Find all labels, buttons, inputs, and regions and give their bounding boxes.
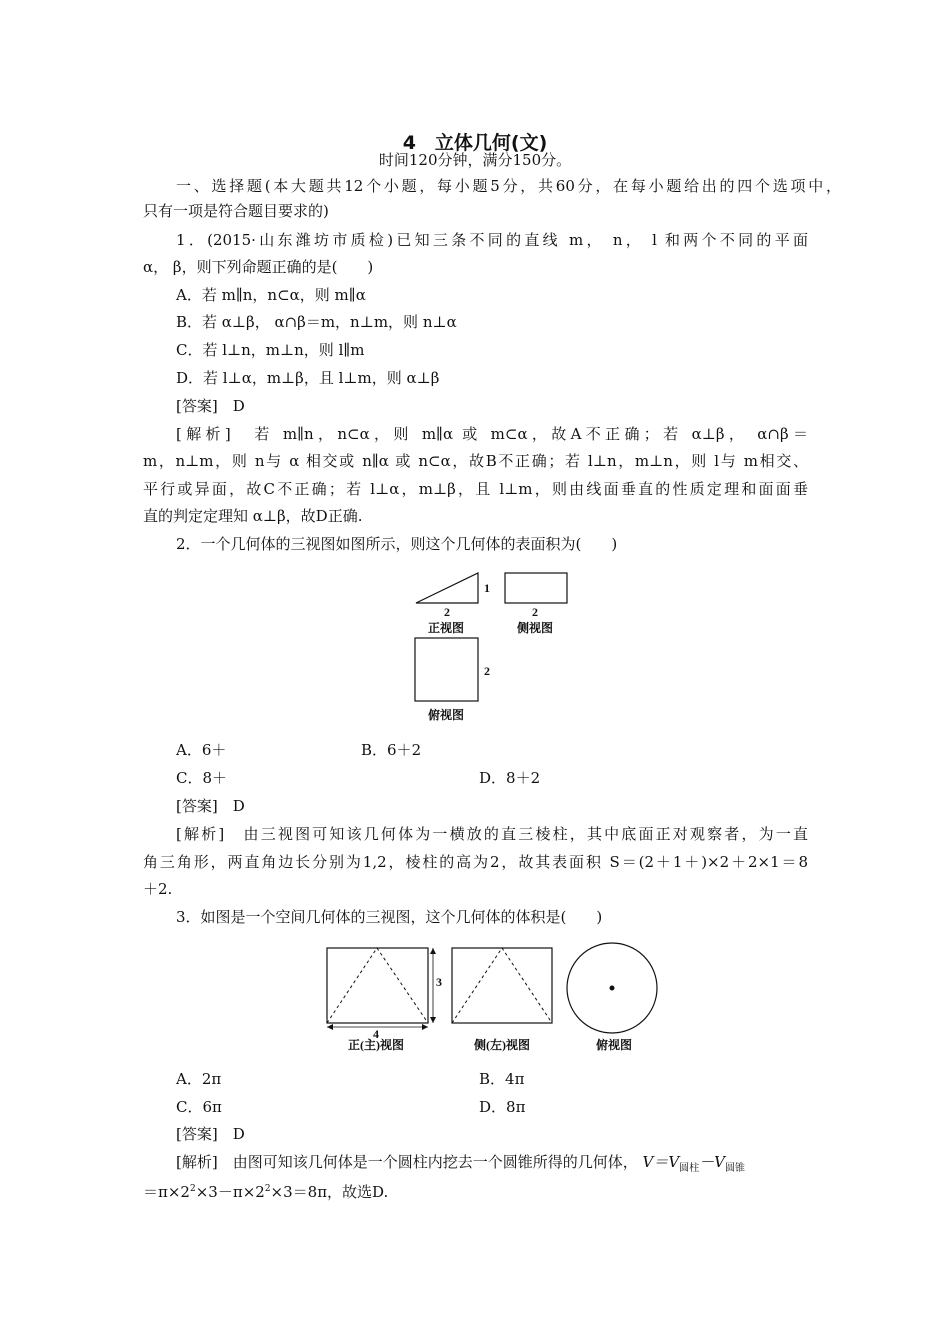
- q3-sup1: 2: [189, 1184, 196, 1194]
- q2-side-view-rect: [505, 573, 567, 603]
- q1-analysis-line3: 平行或异面，故C不正确；若 l⊥α，m⊥β，且 l⊥m，则由线面垂直的性质定理和面面垂: [143, 480, 808, 498]
- section-heading-line1: 一、选择题(本大题共12个小题，每小题5分，共60分，在每小题给出的四个选项中，: [176, 177, 841, 195]
- q3-analysis-line2: [143, 1179, 388, 1202]
- q1-option-c: C．若 l⊥n，m⊥n，则 l∥m: [176, 341, 365, 359]
- q2-answer: [答案] D: [176, 797, 245, 815]
- q3-side-view-cone-lines: [452, 948, 552, 1023]
- page-subtitle: 时间120分钟，满分150分。: [378, 151, 572, 169]
- q3-option-d: D．8π: [479, 1098, 526, 1116]
- q2-side-width-label: 2: [532, 605, 538, 619]
- q2-option-c: C．8＋: [176, 769, 228, 787]
- q3-side-view-label: 侧(左)视图: [474, 1038, 530, 1052]
- q3-calc-part3: ×3＝8π，故选D.: [270, 1183, 389, 1201]
- q1-answer: [答案] D: [176, 397, 245, 415]
- q1-option-a: A．若 m∥n，n⊂α，则 m∥α: [176, 286, 366, 304]
- q3-calc-part2: ×3－π×2: [195, 1183, 265, 1201]
- q2-three-view-figure: [410, 565, 580, 730]
- q2-top-height-label: 2: [484, 664, 490, 678]
- q3-front-view-label: 正(主)视图: [348, 1038, 404, 1052]
- q3-height-label: 3: [436, 975, 442, 989]
- q2-top-view-square: [415, 638, 478, 701]
- q3-side-view-rect: [452, 948, 552, 1023]
- q3-stem: 3．如图是一个空间几何体的三视图，这个几何体的体积是( ): [176, 908, 603, 926]
- q3-volume-minus: －V: [699, 1153, 726, 1171]
- q2-side-view-label: 侧视图: [517, 621, 554, 635]
- q3-three-view-figure: [320, 938, 670, 1058]
- q2-option-b: B．6＋2: [361, 741, 422, 759]
- q2-analysis-line1: [解析] 由三视图可知该几何体为一横放的直三棱柱，其中底面正对观察者，为一直: [176, 825, 808, 843]
- q1-analysis-line4: 直的判定定理知 α⊥β，故D正确.: [143, 507, 363, 525]
- q2-analysis-line2: 角三角形，两直角边长分别为1,2，棱柱的高为2，故其表面积 S＝(2＋1＋)×2＋2×1＝8: [143, 853, 808, 871]
- q1-stem-line2: α， β，则下列命题正确的是( ): [143, 258, 374, 276]
- q3-sub-cylinder: 圆柱: [679, 1163, 700, 1174]
- q3-analysis-line1: [176, 1152, 745, 1179]
- q3-volume-v: V＝V: [642, 1153, 680, 1171]
- q2-stem: 2．一个几何体的三视图如图所示，则这个几何体的表面积为( ): [176, 535, 618, 553]
- q3-calc-part1: ＝π×2: [143, 1183, 190, 1201]
- q2-top-view-label: 俯视图: [428, 708, 465, 722]
- q3-width-label: 4: [373, 1027, 379, 1041]
- q3-front-view-cone-lines: [327, 948, 428, 1023]
- q3-analysis-text: [解析] 由图可知该几何体是一个圆柱内挖去一个圆锥所得的几何体，: [176, 1153, 638, 1171]
- q2-option-a: A．6＋: [176, 741, 227, 759]
- q2-analysis-line3: ＋2.: [143, 880, 173, 898]
- q2-front-view-triangle: [416, 573, 478, 603]
- q2-option-d: D．8＋2: [479, 769, 541, 787]
- q3-top-view-center-dot: [610, 986, 615, 991]
- q3-front-view-rect: [327, 948, 428, 1023]
- q3-option-c: C．6π: [176, 1098, 222, 1116]
- q1-stem-line1: 1．(2015·山东潍坊市质检)已知三条不同的直线 m， n， l 和两个不同的平面: [176, 231, 808, 249]
- q3-top-view-label: 俯视图: [596, 1038, 633, 1052]
- q1-analysis-line2: m，n⊥m，则 n与 α 相交或 n∥α 或 n⊂α，故B不正确；若 l⊥n，m⊥n，则 l与 m相交、: [143, 452, 808, 470]
- q1-option-b: B．若 α⊥β， α∩β＝m，n⊥m，则 n⊥α: [176, 313, 457, 331]
- q2-front-view-label: 正视图: [428, 621, 465, 635]
- section-heading-line2: 只有一项是符合题目要求的): [143, 202, 329, 220]
- q2-front-width-label: 2: [444, 605, 450, 619]
- q3-option-a: A．2π: [176, 1070, 222, 1088]
- q3-answer: [答案] D: [176, 1125, 245, 1143]
- page-title: 4 立体几何(文): [402, 132, 548, 154]
- q2-front-height-label: 1: [484, 581, 490, 595]
- q3-sub-cone: 圆锥: [725, 1163, 746, 1174]
- q3-sup2: 2: [264, 1184, 271, 1194]
- q1-option-d: D．若 l⊥α，m⊥β，且 l⊥m，则 α⊥β: [176, 369, 440, 387]
- q3-option-b: B．4π: [479, 1070, 525, 1088]
- q1-analysis-line1: [解析] 若 m∥n，n⊂α，则 m∥α 或 m⊂α，故A不正确；若 α⊥β， α∩β＝: [176, 425, 808, 443]
